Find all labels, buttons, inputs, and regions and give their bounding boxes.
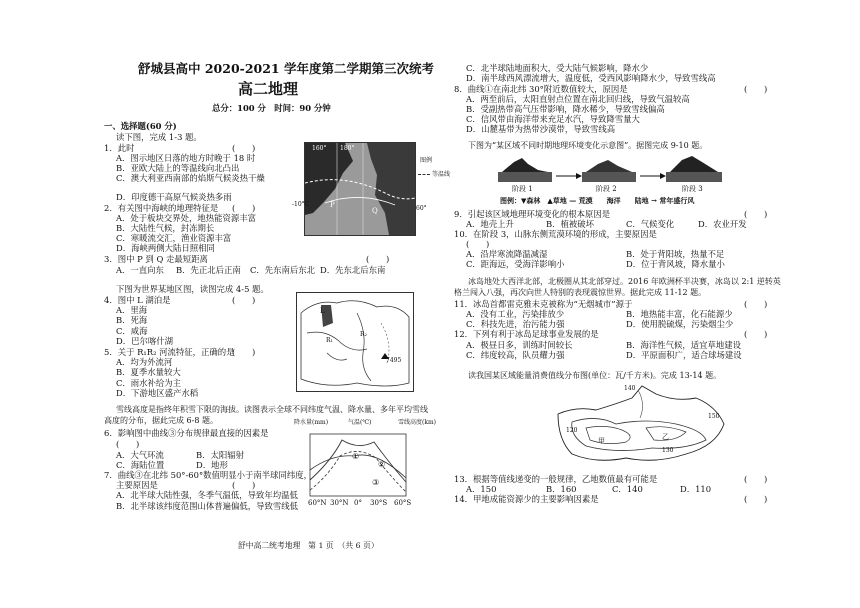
q9-opt-b: B．植被破坏 (546, 219, 595, 229)
q4-opt-c: C．咸海 (116, 326, 148, 336)
paragraph-1a: 雪线高度是指终年积雪下限的海拔。读图表示全球不同纬度气温、降水量、多年平均雪线 (116, 405, 428, 414)
q11-bracket: ( ) (744, 299, 768, 309)
q4-opt-b: B．死海 (116, 315, 148, 325)
q12-opt-d: D．平原面积广，适合球场建设 (626, 350, 742, 360)
q11-opt-b: B．地热能丰富，化石能源少 (626, 309, 733, 319)
q11-opt-d: D．使用脱硫煤，污染烟尘少 (626, 319, 734, 329)
q4-opt-d: D．巴尔喀什湖 (116, 336, 173, 346)
isoline-label-120: 120 (566, 427, 578, 434)
map2-label-r2: R₂ (360, 331, 367, 338)
q9: 9．引起该区域地理环境变化的根本原因是 (454, 209, 611, 219)
map1-lat1: -10°C (292, 201, 310, 208)
isoline-map (556, 384, 726, 468)
stage-3-label: 阶段 3 (682, 185, 703, 193)
q8-bracket: ( ) (744, 84, 768, 94)
q3-opt-a: A．一直向东 (116, 265, 164, 275)
map1-point-p: P (330, 201, 335, 209)
q11-opt-c: C．科技先进，治污能力强 (466, 319, 565, 329)
q12-opt-b: B．海洋性气候，适宜草地建设 (626, 340, 742, 350)
q5-opt-c: C．雨水补给为主 (116, 378, 182, 388)
q11: 11．冰岛首都雷克雅未克被称为“无烟城市”源于 (454, 299, 633, 309)
q9-opt-d: D．农业开发 (698, 219, 747, 229)
q8-opt-a: A．两至前后，太阳直射点位置在南北回归线，导致气温较高 (466, 94, 690, 104)
intro-4: 读我国某区域能量消费值线分布图(单位：瓦/千方米)。完成 13-14 题。 (468, 371, 722, 380)
q3-opt-d: D．先东北后东南 (320, 265, 386, 275)
q7-bracket: ( ) (232, 480, 256, 490)
q7-line2: 主要原因是 (116, 480, 158, 490)
map-figure-1 (304, 142, 416, 236)
stage-legend: 图例：▼森林 ▲草地 — 荒漠 海洋 陆地 → 常年盛行风 (500, 196, 695, 205)
q9-opt-c: C．气候变化 (626, 219, 675, 229)
q10-opt-b: B．处于背阳坡，热量不足 (626, 249, 725, 259)
chart3-x-30n: 30°N (330, 499, 349, 507)
curve-label-2: ② (378, 460, 386, 469)
paragraph-1b: 高度的分布，据此完成 6-8 题。 (104, 416, 218, 425)
q6-opt-a: A．大气环流 (116, 450, 164, 460)
q1-opt-c: C．澳大利亚西南部的焰斯气候炎热干燥 (116, 173, 265, 183)
q2-opt-b: B．大陆性气候，封冻期长 (116, 223, 215, 233)
stage-diagram (498, 154, 722, 184)
paragraph-2b: 格兰闯入八强，再次向世人特别的表现震惊世界。据此完成 11-12 题。 (454, 288, 707, 297)
chart3-x-0: 0° (354, 499, 362, 507)
isoline-point-yi: 乙 (662, 433, 669, 441)
section-heading: 一、选择题(60 分) (104, 121, 177, 131)
q13-opt-b: B．160 (546, 484, 577, 494)
q1-opt-b: B．亚欧大陆上的等温线向北凸出 (116, 163, 240, 173)
q1-opt-a: A．图示地区日落的地方时晚于 18 时 (116, 153, 256, 163)
q10-opt-a: A．沿岸寒流降温减湿 (466, 249, 548, 259)
q3-opt-b: B．先正北后正南 (176, 265, 241, 275)
q4-bracket: ( ) (232, 295, 256, 305)
q3-opt-c: C．先东南后东北 (250, 265, 316, 275)
q2-opt-a: A．处于板块交界处，地热能资源丰富 (116, 213, 257, 223)
chart3-ylabel-mid: 气温(℃) (348, 419, 372, 426)
q13-opt-d: D．110 (680, 484, 712, 494)
q2-opt-c: C．寒暖流交汇，渔业资源丰富 (116, 233, 232, 243)
isoline-label-140: 140 (624, 385, 636, 392)
map1-legend-title: 图例 (420, 157, 433, 164)
q2: 2．有关图中海峡的地理特征是 (104, 203, 219, 213)
q10: 10．在阶段 3，山脉东侧荒漠环境的形成，主要原因是 (454, 229, 657, 239)
q7-opt-d: D．南半球西风漂流增大，温度低，受西风影响降水少，导致雪线高 (466, 73, 716, 83)
paragraph-2a: 冰岛地处大西洋北部，北极圈从其北部穿过。2016 年欧洲杯半决赛，冰岛以 2:1 逆转英 (468, 277, 781, 286)
q1: 1．此时 (104, 143, 135, 153)
q8: 8．曲线①在南北纬 30°附近数值较大，原因是 (454, 84, 628, 94)
q12-opt-a: A．极昼日多，训练时间较长 (466, 340, 573, 350)
isoline-point-jia: 甲 (598, 437, 605, 445)
q5-bracket: ( ) (232, 347, 256, 357)
map2-elevation: 7495 (386, 357, 402, 364)
exam-title: 舒城县高中 2020-2021 学年度第二学期第三次统考 (138, 61, 434, 76)
chart3-ylabel-right: 雪线高度(km) (398, 419, 437, 426)
map1-legend-item: 等温线 (432, 171, 451, 178)
q7-opt-c: C．北半球陆地面积大，受大陆气候影响，降水少 (466, 63, 649, 73)
q6-opt-c: C．海陆位置 (116, 460, 165, 470)
q11-opt-a: A．没有工业，污染排放少 (466, 309, 565, 319)
q6-opt-d: D．地形 (196, 460, 228, 470)
map2-label-r1: R₁ (326, 337, 333, 344)
q13: 13．根据等值线递变的一般规律，乙地数值最有可能是 (454, 474, 658, 484)
chart3-x-60n: 60°N (308, 499, 327, 507)
q5-opt-a: A．均为外流河 (116, 357, 173, 367)
intro-2: 下图为世界某地区图，读图完成 4-5 题。 (116, 284, 269, 294)
intro-3: 下图为“某区域不同时期地理环境变化示意图”。据图完成 9-10 题。 (468, 141, 708, 150)
isotherm-legend-icon (418, 174, 430, 175)
q14: 14．甲地成能资源少的主要影响因素是 (454, 494, 599, 504)
q8-opt-d: D．山麓基带为热带沙漠带，导致雪线高 (466, 124, 616, 134)
q7-opt-b: B．北半球该纬度范围山体普遍偏低，导致雪线低 (116, 501, 299, 511)
map1-lon2: 180° (340, 145, 355, 152)
q10-opt-d: D．位于背风坡，降水量小 (626, 259, 725, 269)
q12-bracket: ( ) (744, 329, 768, 339)
snowline-chart (292, 420, 426, 508)
q6: 6．影响图中曲线③分布规律最直接的因素是 (104, 428, 269, 438)
q5: 5．关于 R₁R₂ 河流特征，正确的是 (104, 347, 235, 357)
curve-label-3: ③ (372, 478, 380, 487)
intro-1: 读下图，完成 1-3 题。 (116, 132, 202, 142)
q6-opt-b: B．太阳辐射 (196, 450, 245, 460)
map1-lon1: 160° (312, 145, 327, 152)
q3-bracket: ( ) (366, 254, 390, 264)
isoline-label-150: 150 (708, 413, 720, 420)
q7-opt-a: A．北半球大陆性强，冬季气温低，导致年均温低 (116, 490, 298, 500)
map1-point-q: Q (372, 207, 378, 215)
q8-opt-b: B．受副热带高气压带影响，降水稀少，导致雪线偏高 (466, 104, 665, 114)
q13-opt-c: C．140 (612, 484, 643, 494)
q3: 3．图中 P 到 Q 走最短距离 (104, 254, 208, 264)
q6-bracket: ( ) (116, 439, 140, 449)
isoline-label-130: 130 (662, 447, 674, 454)
q2-opt-d: D．海峡两侧大陆日照相同 (116, 243, 215, 253)
page-footer: 舒中高二统考地理 第 1 页 （共 6 页） (238, 541, 379, 550)
q1-opt-d: D．印度德干高原气候炎热多雨 (116, 192, 232, 202)
q4: 4．图中 L 湖泊是 (104, 295, 171, 305)
q9-opt-a: A．地壳上升 (466, 219, 514, 229)
q8-opt-c: C．信风带由海洋带来充足水汽，导致降雪量大 (466, 114, 640, 124)
stage-1-label: 阶段 1 (512, 185, 533, 193)
q7-line1: 7．曲线③在北纬 50°-60°数值明显小于南半球同纬度， (104, 470, 313, 480)
q2-bracket: ( ) (232, 203, 256, 213)
q1-bracket: ( ) (232, 143, 256, 153)
q5-opt-d: D．下游地区盛产水稻 (116, 388, 199, 398)
q13-opt-a: A．150 (466, 484, 497, 494)
score-line: 总分：100 分 时间：90 分钟 (212, 103, 331, 113)
chart3-x-60s: 60°S (394, 499, 412, 507)
q12: 12．下列有利于冰岛足球事业发展的是 (454, 329, 599, 339)
chart3-ylabel-left: 降水量(mm) (294, 419, 329, 426)
q5-opt-b: B．夏季水量较大 (116, 367, 181, 377)
q13-bracket: ( ) (744, 474, 768, 484)
q9-bracket: ( ) (744, 209, 768, 219)
q10-bracket: ( ) (466, 239, 490, 249)
q10-opt-c: C．距海远，受海洋影响小 (466, 259, 565, 269)
map1-lat2: 60° (416, 205, 427, 212)
map2-label-l: L (320, 307, 325, 315)
chart3-x-30s: 30°S (370, 499, 388, 507)
q4-opt-a: A．里海 (116, 305, 148, 315)
q12-opt-c: C．纬度较高，队员耀力强 (466, 350, 565, 360)
q14-bracket: ( ) (744, 494, 768, 504)
subject-title: 高二地理 (238, 80, 299, 98)
curve-label-1: ① (352, 452, 360, 461)
map-figure-2 (296, 292, 414, 392)
stage-2-label: 阶段 2 (596, 185, 617, 193)
